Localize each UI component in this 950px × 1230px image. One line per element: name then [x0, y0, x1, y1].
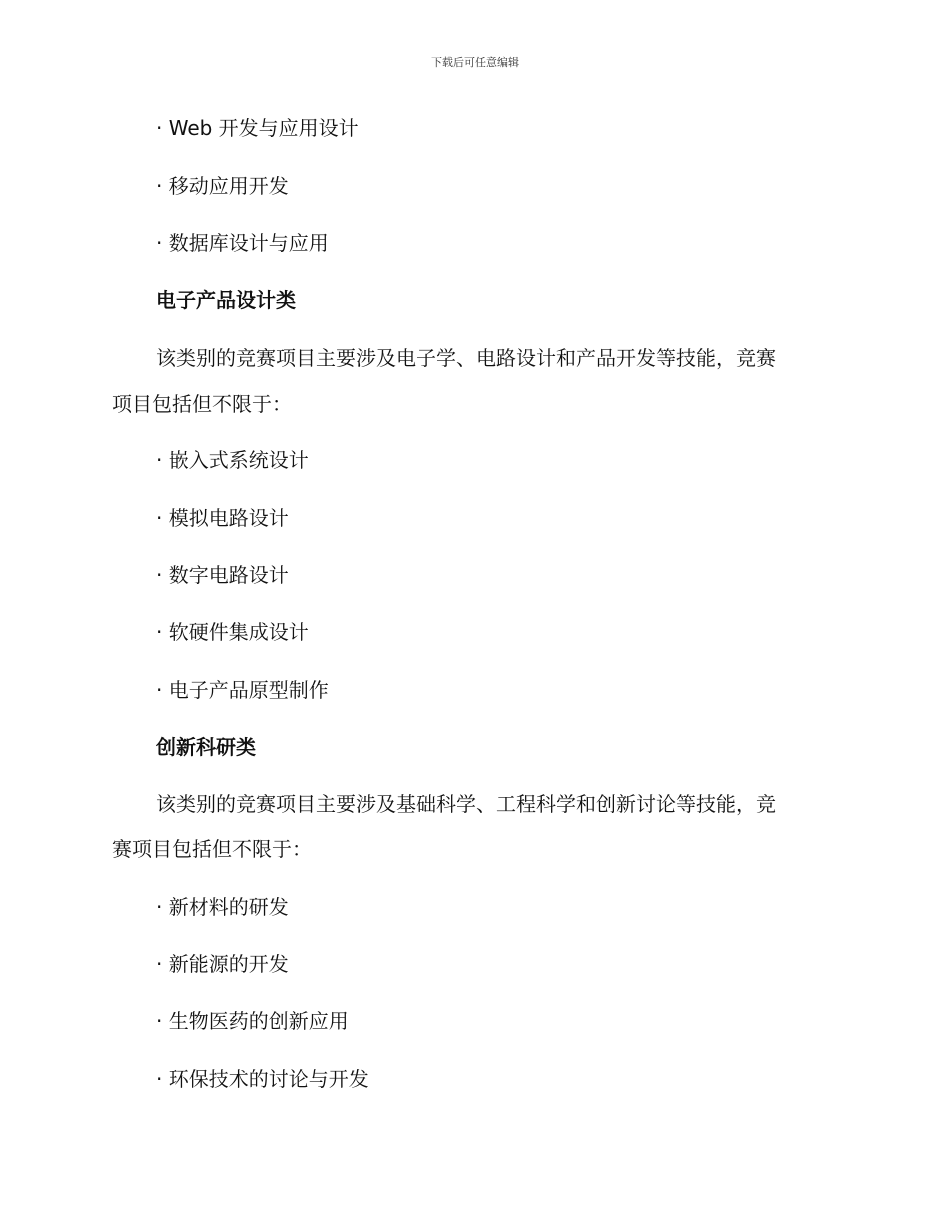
list-item: · 数字电路设计: [156, 563, 289, 587]
section-heading-electronics: 电子产品设计类: [156, 288, 296, 312]
list-item: · 软硬件集成设计: [156, 620, 309, 644]
list-item: · 嵌入式系统设计: [156, 448, 309, 472]
list-item: · 新能源的开发: [156, 952, 289, 976]
page-header: 下载后可任意编辑: [431, 56, 519, 69]
list-item: · 新材料的研发: [156, 895, 289, 919]
list-item: · 移动应用开发: [156, 174, 289, 198]
list-item: · 生物医药的创新应用: [156, 1009, 349, 1033]
paragraph-line: 该类别的竞赛项目主要涉及基础科学、工程科学和创新讨论等技能，竞: [156, 792, 776, 816]
paragraph-line: 赛项目包括但不限于：: [112, 837, 312, 861]
list-item: · 数据库设计与应用: [156, 231, 329, 255]
paragraph-line: 该类别的竞赛项目主要涉及电子学、电路设计和产品开发等技能，竞赛: [156, 346, 776, 370]
list-item: · 环保技术的讨论与开发: [156, 1067, 369, 1091]
list-item: · Web 开发与应用设计: [156, 116, 359, 140]
paragraph-line: 项目包括但不限于：: [112, 392, 292, 416]
section-heading-research: 创新科研类: [156, 735, 256, 759]
list-item: · 模拟电路设计: [156, 506, 289, 530]
list-item: · 电子产品原型制作: [156, 678, 329, 702]
